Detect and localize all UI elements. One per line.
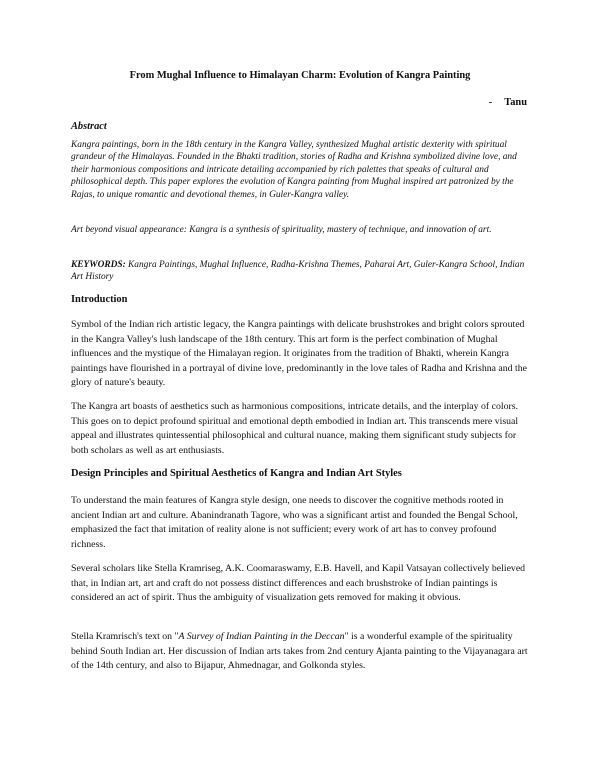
design-paragraph-2: Several scholars like Stella Kramriseg, A.K. Coomaraswamy, E.B. Havell, and Kapil Vatsayan collectively believed that, in Indian art, art and craft do not possess distinct differences and each brushstroke of Indian paintings is considered an act of spirit. Thus the ambiguity of visualization gets removed for making it obvious. bbox=[71, 563, 526, 604]
introduction-paragraph-1: Symbol of the Indian rich artistic legacy, the Kangra paintings with delicate brushstrokes and bright colors sprouted in the Kangra Valley's lush landscape of the 18th century. This art form is the perfect combination of Mughal influences and the mystique of the Himalayan region. It originates from the tradition of Bhakti, wherein Kangra paintings have flourished in a portrayal of divine love, predominantly in the love tales of Radha and Krishna and the glory of nature's beauty. bbox=[71, 319, 527, 389]
design-paragraph-1: To understand the main features of Kangra style design, one needs to discover the cognitive methods rooted in ancient Indian art and culture. Abanindranath Tagore, who was a significant artist and founded the Bengal School, emphasized the fact that imitation of reality alone is not sufficient; every work of art has to convey profound richness. bbox=[71, 495, 518, 550]
author-dash: - bbox=[488, 97, 493, 108]
design-paragraph-3 bbox=[71, 630, 533, 674]
keywords-label: KEYWORDS: bbox=[71, 260, 126, 270]
book-title: A Survey of Indian Painting in the Deccan bbox=[178, 631, 345, 642]
abstract-heading: Abstract bbox=[71, 121, 107, 132]
keywords bbox=[71, 259, 533, 284]
author-name: Tanu bbox=[504, 97, 527, 108]
introduction-paragraph-2: The Kangra art boasts of aesthetics such as harmonious compositions, intricate details, and the interplay of colors. This goes on to depict profound spiritual and emotional depth embodied in Indian art. This transcends mere visual appeal and illustrates quintessential philosophical and cultural nuance, making them significant study subjects for both scholars as well as art enthusiasts. bbox=[71, 401, 519, 456]
design-heading: Design Principles and Spiritual Aesthetics of Kangra and Indian Art Styles bbox=[71, 468, 402, 479]
abstract-paragraph-2: Art beyond visual appearance: Kangra is a synthesis of spirituality, mastery of technique, and innovation of art. bbox=[71, 225, 492, 235]
introduction-heading: Introduction bbox=[71, 294, 128, 305]
design-p3-post: " is a wonderful example of the spirituality behind South Indian art. Her discussion of Indian arts takes from 2nd century Ajanta painting to the Vijayanagara art of the 14th century, and also to Bijapur, Ahmednagar, and Golkonda styles. bbox=[71, 631, 528, 672]
keywords-text: Kangra Paintings, Mughal Influence, Radha-Krishna Themes, Paharai Art, Guler-Kangra School, Indian Art History bbox=[71, 260, 525, 283]
design-p3-pre: Stella Kramrisch's text on " bbox=[71, 631, 179, 642]
paper-title: From Mughal Influence to Himalayan Charm: Evolution of Kangra Painting bbox=[129, 70, 471, 81]
abstract-paragraph-1: Kangra paintings, born in the 18th century in the Kangra Valley, synthesized Mughal artistic dexterity with spiritual grandeur of the Himalayas. Founded in the Bhakti tradition, stories of Radha and Krishna symbolized divine love, and their harmonious compositions and intricate detailing accompanied by rich palettes that speaks of cultural and philosophical depth. This paper explores the evolution of Kangra painting from Mughal inspired art patronized by the Rajas, to unique romantic and devotional themes, in Guler-Kangra valley. bbox=[71, 140, 517, 200]
author-line bbox=[489, 97, 527, 108]
